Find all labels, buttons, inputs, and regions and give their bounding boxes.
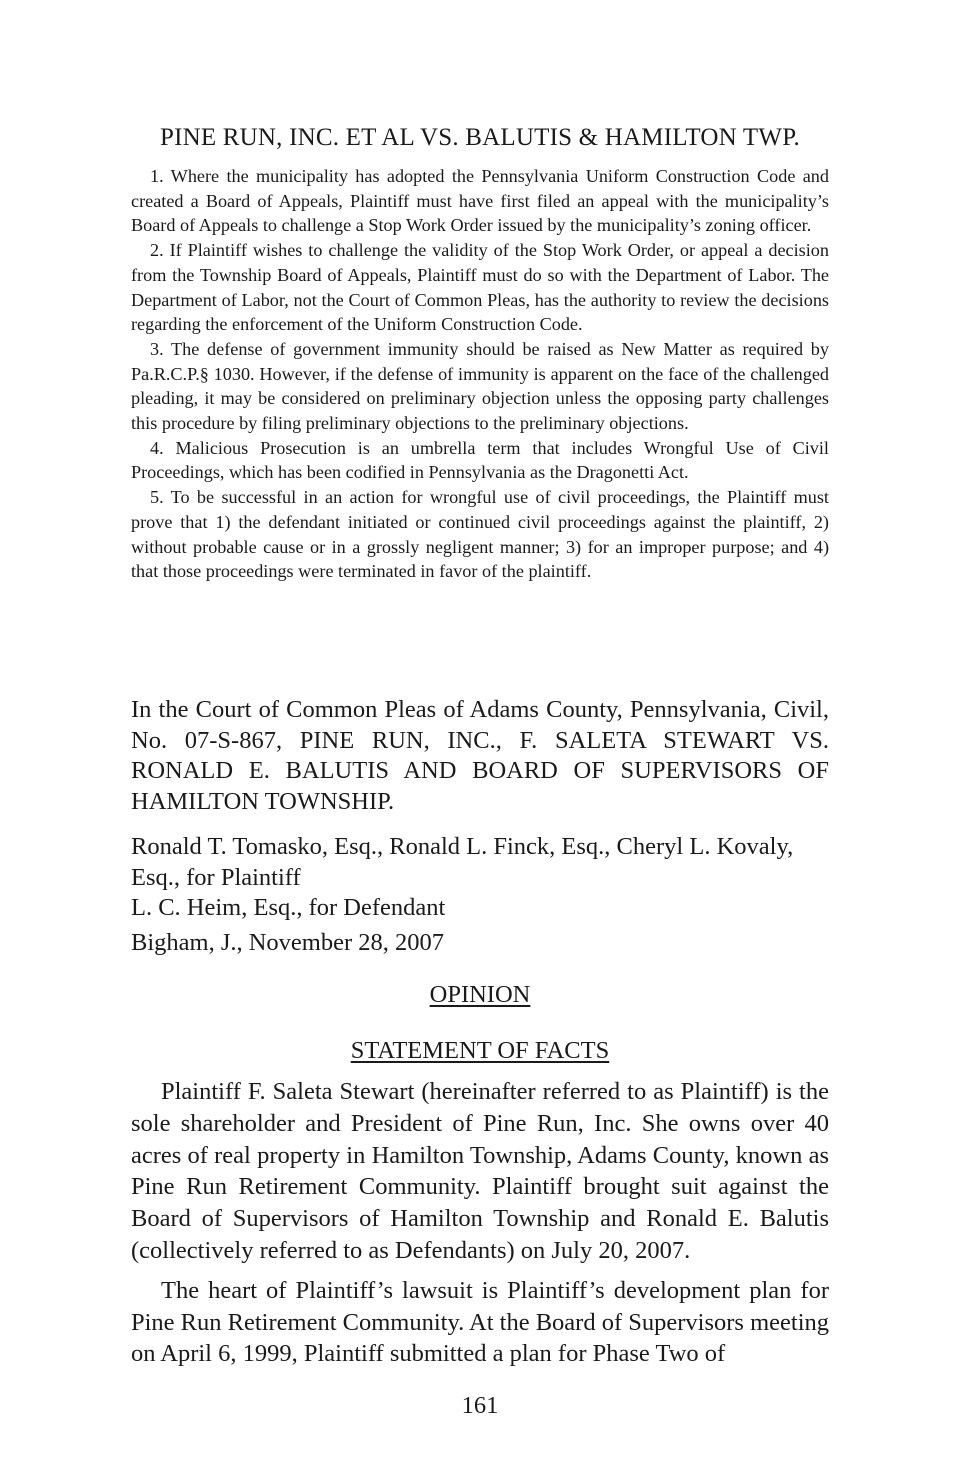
headnote-3: 3. The defense of government immunity should be raised as New Matter as required by Pa.R.C.P.§ 1030. However, if the defense of immunity is apparent on the face of the challenged pleading, it may be considered on preliminary objection unless the opposing party challenges this procedure by filing preliminary objections to the preliminary objections. (131, 338, 829, 434)
running-title: PINE RUN, INC. ET AL VS. BALUTIS & HAMILTON TWP. (160, 124, 800, 151)
counsel-block (131, 832, 829, 924)
headnote-2: 2. If Plaintiff wishes to challenge the validity of the Stop Work Order, or appeal a decision from the Township Board of Appeals, Plaintiff must do so with the Department of Labor. The Department of Labor, not the Court of Common Pleas, has the authority to review the decisions regarding the enforcement of the Uniform Construction Code. (131, 240, 829, 335)
opinion-heading (131, 979, 829, 1011)
headnote-4: 4. Malicious Prosecution is an umbrella term that includes Wrongful Use of Civil Proceedings, which has been codified in Pennsylvania as the Dragonetti Act. (131, 437, 829, 483)
headnotes (131, 164, 829, 584)
case-caption: In the Court of Common Pleas of Adams County, Pennsylvania, Civil, No. 07-S-867, PINE RUN, INC., F. SALETA STEWART VS. RONALD E. BALUTIS AND BOARD OF SUPERVISORS OF HAMILTON TOWNSHIP. (131, 696, 829, 815)
opinion-heading-text: OPINION (429, 981, 531, 1008)
counsel-defendant: L. C. Heim, Esq., for Defendant (131, 894, 446, 921)
opinion-body (131, 1076, 829, 1378)
headnote-1: 1. Where the municipality has adopted the Pennsylvania Uniform Construction Code and created a Board of Appeals, Plaintiff must have first filed an appeal with the municipality’s Board of Appeals to challenge a Stop Work Order issued by the municipality’s zoning officer. (131, 166, 829, 236)
statement-of-facts-heading (131, 1035, 829, 1067)
headnote-5: 5. To be successful in an action for wrongful use of civil proceedings, the Plaintiff must prove that 1) the defendant initiated or continued civil proceedings against the plaintiff, 2) without probable cause or in a grossly negligent manner; 3) for an improper purpose; and 4) that those proceedings were terminated in favor of the plaintiff. (131, 487, 829, 582)
statement-of-facts-heading-text: STATEMENT OF FACTS (350, 1037, 610, 1064)
page-number: 161 (461, 1392, 499, 1419)
judge-line: Bigham, J., November 28, 2007 (131, 929, 445, 956)
body-paragraph-2: The heart of Plaintiff’s lawsuit is Plaintiff’s development plan for Pine Run Retirement Community. At the Board of Supervisors meeting on April 6, 1999, Plaintiff submitted a plan for Phase Two of (131, 1276, 829, 1368)
counsel-plaintiff: Ronald T. Tomasko, Esq., Ronald L. Finck, Esq., Cheryl L. Kovaly, Esq., for Plaintiff (131, 833, 794, 891)
body-paragraph-1: Plaintiff F. Saleta Stewart (hereinafter referred to as Plaintiff) is the sole shareholder and President of Pine Run, Inc. She owns over 40 acres of real property in Hamilton Township, Adams County, known as Pine Run Retirement Community. Plaintiff brought suit against the Board of Supervisors of Hamilton Township and Ronald E. Balutis (collectively referred to as Defendants) on July 20, 2007. (131, 1078, 829, 1264)
